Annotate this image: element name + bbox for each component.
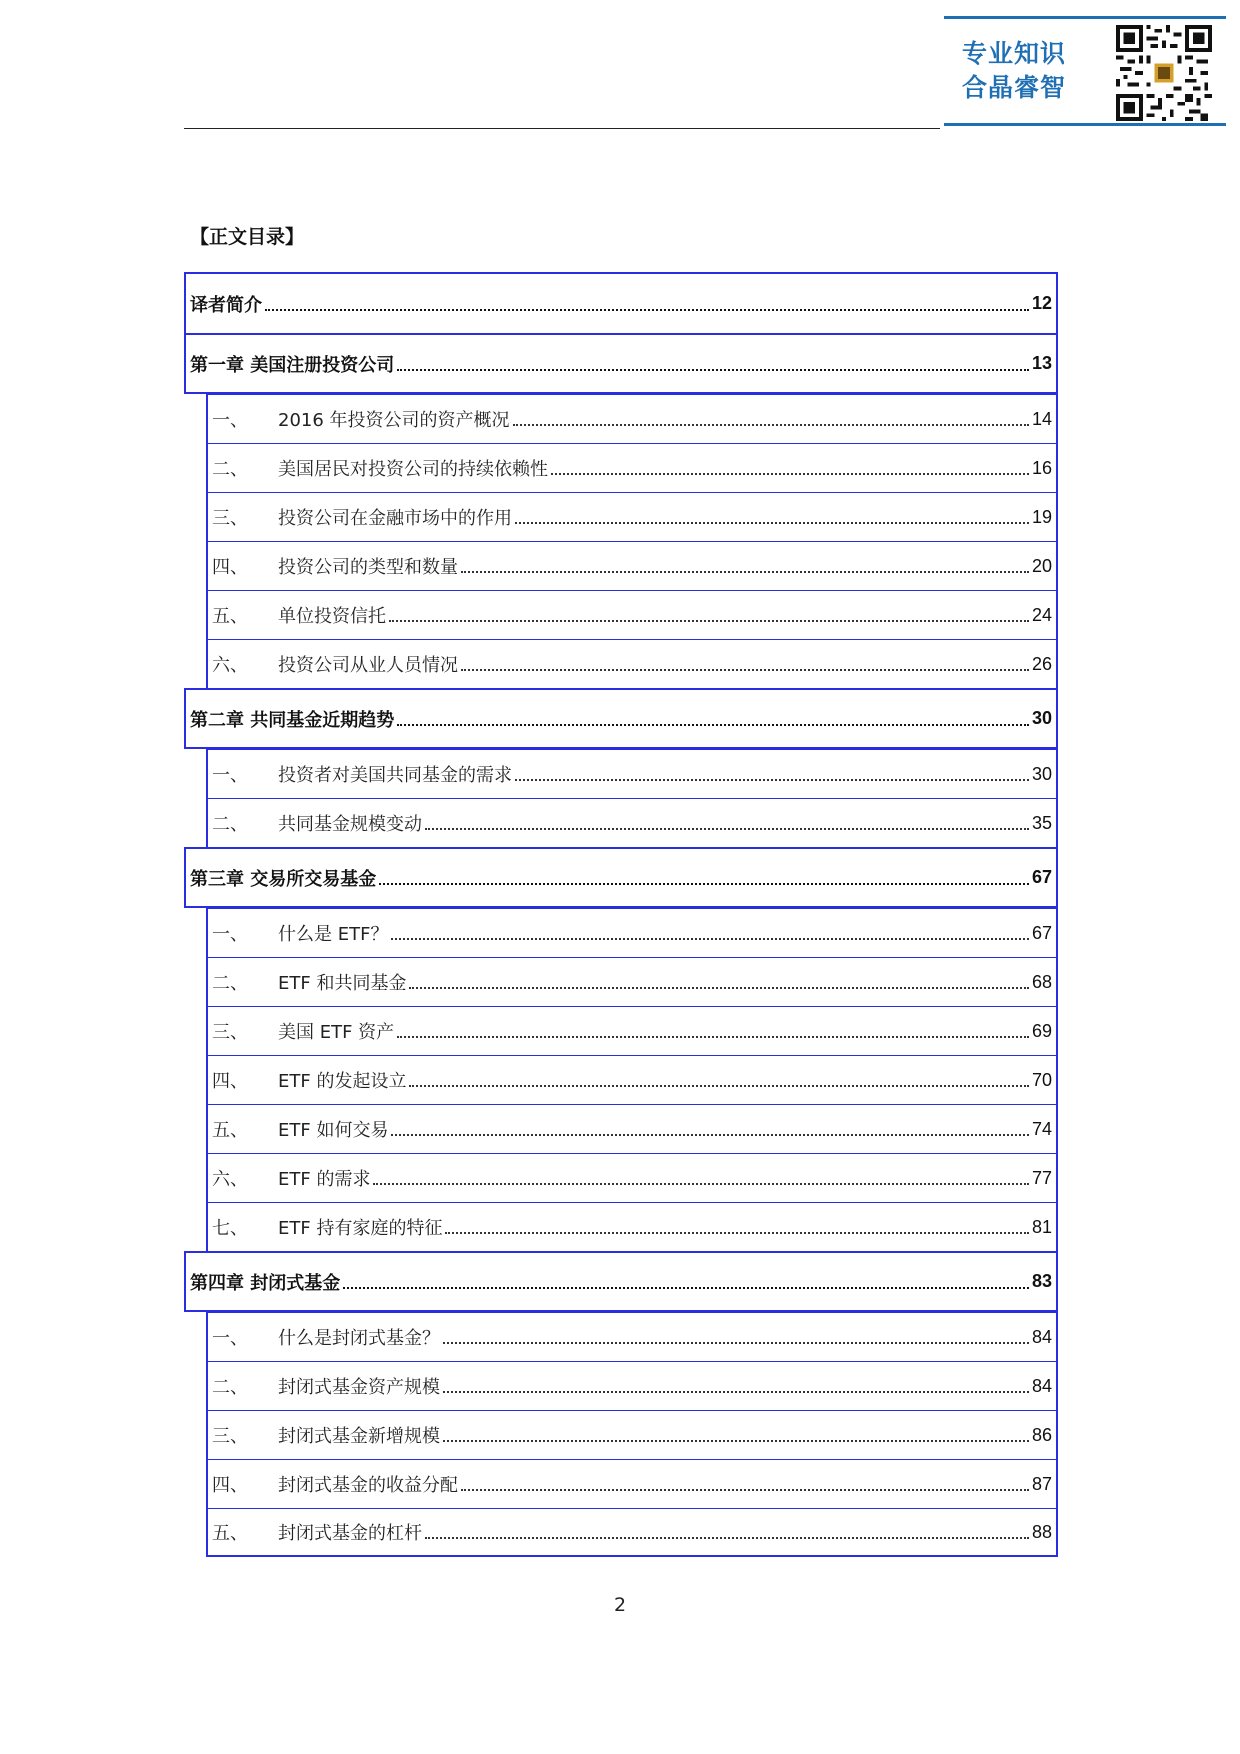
toc-section-number: 四、 <box>212 1475 248 1496</box>
toc-section-entry[interactable] <box>206 492 1058 541</box>
toc-section-number: 六、 <box>212 655 248 676</box>
toc-section-number: 一、 <box>212 924 248 945</box>
toc-dot-leader <box>551 473 1029 475</box>
toc-page-number: 69 <box>1031 1020 1052 1041</box>
toc-page-number: 13 <box>1031 353 1052 373</box>
toc-section-title: 投资者对美国共同基金的需求 <box>278 765 512 786</box>
toc-dot-leader <box>373 1183 1029 1185</box>
toc-chapter-title: 译者简介 <box>190 294 262 316</box>
toc-dot-leader <box>461 1489 1029 1491</box>
toc-section-title: ETF 的需求 <box>278 1169 371 1190</box>
toc-dot-leader <box>391 938 1029 940</box>
toc-page-number: 84 <box>1031 1375 1052 1396</box>
toc-section-title: 投资公司的类型和数量 <box>278 557 458 578</box>
toc-page-number: 30 <box>1031 708 1052 728</box>
toc-table <box>184 272 1058 1557</box>
toc-chapter-entry[interactable] <box>184 1251 1058 1312</box>
toc-chapter-title: 第一章 美国注册投资公司 <box>190 354 395 376</box>
toc-section-number: 四、 <box>212 557 248 578</box>
toc-dot-leader <box>461 669 1029 671</box>
toc-section-entry[interactable] <box>206 394 1058 443</box>
toc-section-entry[interactable] <box>206 1055 1058 1104</box>
toc-page-number: 67 <box>1031 922 1052 943</box>
toc-section-title: ETF 的发起设立 <box>278 1071 407 1092</box>
toc-title: 【正文目录】 <box>190 226 305 248</box>
toc-section-number: 二、 <box>212 973 248 994</box>
toc-chapter-entry[interactable] <box>184 272 1058 333</box>
toc-section-number: 三、 <box>212 508 248 529</box>
toc-page-number: 14 <box>1031 408 1052 429</box>
toc-section-entry[interactable] <box>206 908 1058 957</box>
toc-section-title: 单位投资信托 <box>278 606 386 627</box>
toc-section-number: 六、 <box>212 1169 248 1190</box>
toc-section-title: 封闭式基金的杠杆 <box>278 1523 422 1544</box>
toc-chapter-entry[interactable] <box>184 333 1058 394</box>
toc-section-title: ETF 持有家庭的特征 <box>278 1218 443 1239</box>
brand-line-2: 合晶睿智 <box>961 73 1066 102</box>
toc-section-entry[interactable] <box>206 1006 1058 1055</box>
toc-section-number: 三、 <box>212 1426 248 1447</box>
toc-section-title: 投资公司从业人员情况 <box>278 655 458 676</box>
toc-page-number: 19 <box>1031 506 1052 527</box>
toc-section-title: 封闭式基金资产规模 <box>278 1377 440 1398</box>
toc-section-entry[interactable] <box>206 798 1058 847</box>
toc-section-title: 2016 年投资公司的资产概况 <box>278 410 510 431</box>
toc-section-title: 美国 ETF 资产 <box>278 1022 395 1043</box>
toc-page-number: 88 <box>1031 1521 1052 1542</box>
toc-section-entry[interactable] <box>206 957 1058 1006</box>
toc-dot-leader <box>343 1287 1029 1289</box>
toc-section-entry[interactable] <box>206 1153 1058 1202</box>
brand-block <box>944 16 1226 126</box>
toc-page-number: 86 <box>1031 1424 1052 1445</box>
toc-section-number: 五、 <box>212 1523 248 1544</box>
toc-chapter-title: 第四章 封闭式基金 <box>190 1272 341 1294</box>
toc-page-number: 24 <box>1031 604 1052 625</box>
toc-section-entry[interactable] <box>206 749 1058 798</box>
toc-page-number: 12 <box>1031 293 1052 313</box>
toc-dot-leader <box>379 883 1029 885</box>
toc-page-number: 26 <box>1031 653 1052 674</box>
toc-page-number: 74 <box>1031 1118 1052 1139</box>
toc-section-title: 投资公司在金融市场中的作用 <box>278 508 512 529</box>
toc-section-entry[interactable] <box>206 1459 1058 1508</box>
brand-line-1: 专业知识 <box>961 39 1066 68</box>
toc-section-entry[interactable] <box>206 590 1058 639</box>
toc-page-number: 30 <box>1031 763 1052 784</box>
toc-dot-leader <box>443 1440 1029 1442</box>
toc-section-number: 二、 <box>212 814 248 835</box>
toc-dot-leader <box>409 1085 1029 1087</box>
toc-section-title: 什么是封闭式基金？ <box>278 1328 440 1349</box>
toc-chapter-entry[interactable] <box>184 688 1058 749</box>
toc-section-title: 封闭式基金新增规模 <box>278 1426 440 1447</box>
toc-section-entry[interactable] <box>206 639 1058 688</box>
toc-dot-leader <box>443 1391 1029 1393</box>
toc-section-number: 一、 <box>212 410 248 431</box>
toc-page-number: 68 <box>1031 971 1052 992</box>
toc-section-entry[interactable] <box>206 1508 1058 1557</box>
toc-section-number: 五、 <box>212 606 248 627</box>
toc-page-number: 70 <box>1031 1069 1052 1090</box>
toc-page-number: 16 <box>1031 457 1052 478</box>
toc-dot-leader <box>445 1232 1029 1234</box>
toc-dot-leader <box>409 987 1029 989</box>
toc-section-entry[interactable] <box>206 443 1058 492</box>
toc-section-number: 五、 <box>212 1120 248 1141</box>
toc-page-number: 81 <box>1031 1216 1052 1237</box>
toc-chapter-title: 第二章 共同基金近期趋势 <box>190 709 395 731</box>
toc-dot-leader <box>443 1342 1029 1344</box>
toc-page-number: 83 <box>1031 1271 1052 1291</box>
toc-dot-leader <box>397 1036 1029 1038</box>
toc-page-number: 20 <box>1031 555 1052 576</box>
toc-page-number: 67 <box>1031 867 1052 887</box>
toc-section-title: 什么是 ETF？ <box>278 924 389 945</box>
toc-section-entry[interactable] <box>206 1361 1058 1410</box>
toc-dot-leader <box>389 620 1029 622</box>
toc-section-entry[interactable] <box>206 1202 1058 1251</box>
toc-section-number: 二、 <box>212 459 248 480</box>
toc-dot-leader <box>515 779 1029 781</box>
toc-chapter-title: 第三章 交易所交易基金 <box>190 868 377 890</box>
toc-section-number: 二、 <box>212 1377 248 1398</box>
toc-section-title: ETF 和共同基金 <box>278 973 407 994</box>
toc-page-number: 87 <box>1031 1473 1052 1494</box>
toc-dot-leader <box>397 724 1029 726</box>
toc-section-entry[interactable] <box>206 1312 1058 1361</box>
toc-section-number: 一、 <box>212 1328 248 1349</box>
toc-dot-leader <box>513 424 1029 426</box>
toc-page-number: 77 <box>1031 1167 1052 1188</box>
header-rule <box>184 128 940 129</box>
toc-chapter-entry[interactable] <box>184 847 1058 908</box>
toc-dot-leader <box>425 1537 1029 1539</box>
toc-dot-leader <box>461 571 1029 573</box>
toc-section-title: ETF 如何交易 <box>278 1120 389 1141</box>
toc-dot-leader <box>265 309 1029 311</box>
toc-section-title: 共同基金规模变动 <box>278 814 422 835</box>
toc-dot-leader <box>515 522 1029 524</box>
toc-dot-leader <box>397 369 1029 371</box>
toc-page-number: 84 <box>1031 1326 1052 1347</box>
toc-section-number: 四、 <box>212 1071 248 1092</box>
brand-slogan <box>952 37 1076 105</box>
toc-section-title: 封闭式基金的收益分配 <box>278 1475 458 1496</box>
toc-section-number: 一、 <box>212 765 248 786</box>
toc-section-entry[interactable] <box>206 541 1058 590</box>
page-number: 2 <box>613 1594 627 1616</box>
toc-section-number: 七、 <box>212 1218 248 1239</box>
toc-page-number: 35 <box>1031 812 1052 833</box>
toc-section-entry[interactable] <box>206 1410 1058 1459</box>
toc-section-title: 美国居民对投资公司的持续依赖性 <box>278 459 548 480</box>
toc-dot-leader <box>391 1134 1029 1136</box>
toc-section-number: 三、 <box>212 1022 248 1043</box>
qr-code-icon[interactable] <box>1116 25 1212 121</box>
toc-section-entry[interactable] <box>206 1104 1058 1153</box>
toc-dot-leader <box>425 828 1029 830</box>
